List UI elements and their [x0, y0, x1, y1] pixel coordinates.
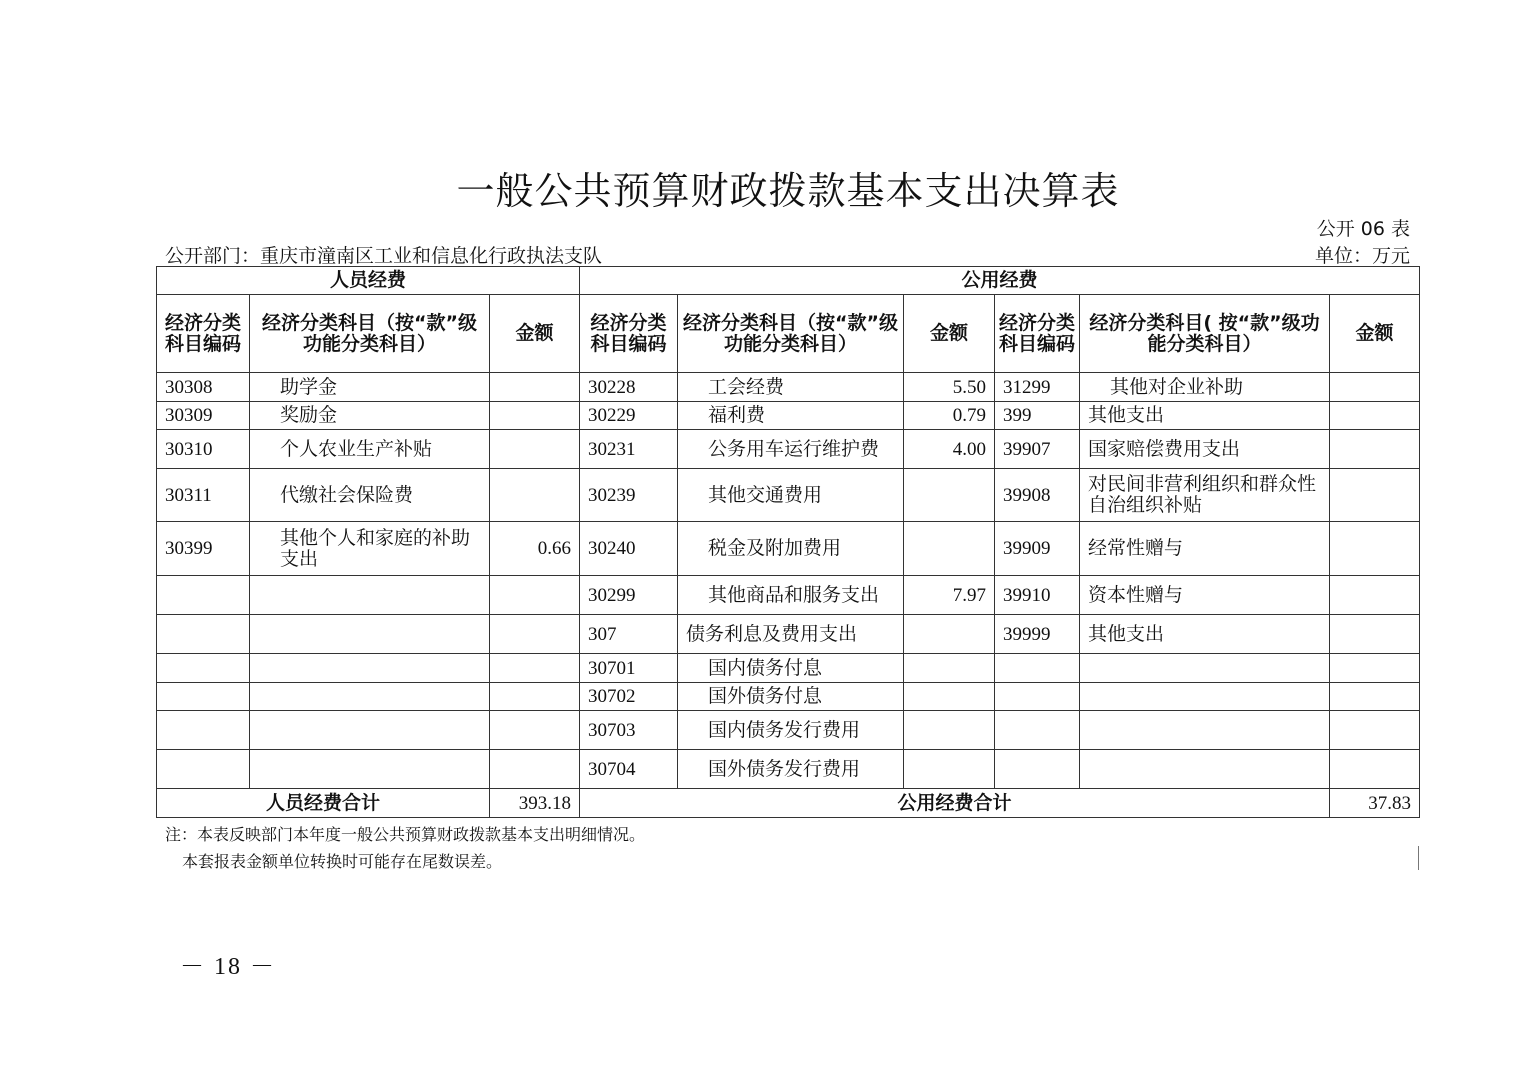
- public-code-cell: 30228: [580, 373, 678, 402]
- department-label: 公开部门：重庆市潼南区工业和信息化行政执法支队: [165, 245, 603, 267]
- public-code-cell: 39907: [995, 430, 1080, 469]
- public-amount-cell: [1330, 615, 1420, 654]
- public-amount-cell: [1330, 402, 1420, 430]
- personnel-code-cell: [157, 654, 250, 683]
- table-row: [157, 402, 1420, 430]
- public-code-cell: 39999: [995, 615, 1080, 654]
- public-code-cell: 30299: [580, 576, 678, 615]
- public-amount-cell: [904, 711, 995, 750]
- public-code-cell: 31299: [995, 373, 1080, 402]
- col-header-amount: 金额: [490, 295, 580, 373]
- public-name-cell: [1080, 750, 1330, 789]
- personnel-amount-cell: [490, 373, 580, 402]
- public-name-cell: 其他支出: [1080, 615, 1330, 654]
- personnel-name-cell: 代缴社会保险费: [250, 469, 490, 522]
- public-name-cell: 税金及附加费用: [678, 522, 904, 576]
- public-code-cell: 30703: [580, 711, 678, 750]
- col-header-amount: 金额: [1330, 295, 1420, 373]
- personnel-total-label: 人员经费合计: [157, 789, 490, 818]
- public-name-cell: 福利费: [678, 402, 904, 430]
- personnel-code-cell: 30310: [157, 430, 250, 469]
- public-amount-cell: [1330, 469, 1420, 522]
- public-name-cell: [1080, 683, 1330, 711]
- public-amount-cell: [1330, 373, 1420, 402]
- public-code-cell: [995, 654, 1080, 683]
- personnel-name-cell: [250, 576, 490, 615]
- table-row: [157, 615, 1420, 654]
- public-name-cell: 其他支出: [1080, 402, 1330, 430]
- personnel-amount-cell: 0.66: [490, 522, 580, 576]
- table-row: [157, 373, 1420, 402]
- public-name-cell: 国外债务发行费用: [678, 750, 904, 789]
- public-code-cell: 39909: [995, 522, 1080, 576]
- personnel-code-cell: 30308: [157, 373, 250, 402]
- personnel-amount-cell: [490, 683, 580, 711]
- personnel-group-header: 人员经费: [157, 267, 580, 295]
- personnel-code-cell: 30309: [157, 402, 250, 430]
- form-code: 公开 06 表: [1316, 218, 1410, 240]
- personnel-amount-cell: [490, 654, 580, 683]
- public-code-cell: 30231: [580, 430, 678, 469]
- public-code-cell: [995, 683, 1080, 711]
- personnel-code-cell: 30399: [157, 522, 250, 576]
- public-group-header: 公用经费: [580, 267, 1420, 295]
- public-amount-cell: [1330, 683, 1420, 711]
- public-total-value: 37.83: [1330, 789, 1420, 818]
- public-code-cell: 39910: [995, 576, 1080, 615]
- public-name-cell: 债务利息及费用支出: [678, 615, 904, 654]
- personnel-amount-cell: [490, 576, 580, 615]
- divider: [1418, 846, 1419, 870]
- personnel-code-cell: [157, 750, 250, 789]
- public-name-cell: 国家赔偿费用支出: [1080, 430, 1330, 469]
- personnel-name-cell: [250, 750, 490, 789]
- public-name-cell: 工会经费: [678, 373, 904, 402]
- page-title: 一般公共预算财政拨款基本支出决算表: [456, 169, 1120, 213]
- public-name-cell: 其他交通费用: [678, 469, 904, 522]
- personnel-code-cell: [157, 615, 250, 654]
- col-header-code: 经济分类科目编码: [580, 295, 678, 373]
- personnel-name-cell: [250, 683, 490, 711]
- table-row: [157, 522, 1420, 576]
- table-row: [157, 469, 1420, 522]
- col-header-amount: 金额: [904, 295, 995, 373]
- public-code-cell: 30229: [580, 402, 678, 430]
- public-name-cell: [1080, 654, 1330, 683]
- public-amount-cell: 5.50: [904, 373, 995, 402]
- public-name-cell: 公务用车运行维护费: [678, 430, 904, 469]
- public-name-cell: [1080, 711, 1330, 750]
- public-amount-cell: [904, 654, 995, 683]
- public-amount-cell: [904, 469, 995, 522]
- public-amount-cell: 7.97: [904, 576, 995, 615]
- personnel-name-cell: [250, 615, 490, 654]
- public-name-cell: 国内债务付息: [678, 654, 904, 683]
- personnel-amount-cell: [490, 469, 580, 522]
- note-line: 本套报表金额单位转换时可能存在尾数误差。: [182, 852, 503, 871]
- public-name-cell: 资本性赠与: [1080, 576, 1330, 615]
- table-row: [157, 711, 1420, 750]
- note-line: 注：本表反映部门本年度一般公共预算财政拨款基本支出明细情况。: [165, 825, 646, 844]
- table-row: [157, 683, 1420, 711]
- public-name-cell: 对民间非营利组织和群众性自治组织补贴: [1080, 469, 1330, 522]
- public-amount-cell: [904, 750, 995, 789]
- personnel-amount-cell: [490, 402, 580, 430]
- personnel-name-cell: [250, 654, 490, 683]
- public-code-cell: 30240: [580, 522, 678, 576]
- personnel-name-cell: 助学金: [250, 373, 490, 402]
- personnel-code-cell: [157, 576, 250, 615]
- personnel-code-cell: [157, 683, 250, 711]
- public-amount-cell: [1330, 576, 1420, 615]
- public-name-cell: 国外债务付息: [678, 683, 904, 711]
- expenditure-table: [156, 266, 1420, 818]
- public-amount-cell: [1330, 711, 1420, 750]
- col-header-name: 经济分类科目（按“款”级功能分类科目）: [250, 295, 490, 373]
- page-number: － 18 －: [180, 954, 276, 980]
- personnel-name-cell: [250, 711, 490, 750]
- public-amount-cell: [904, 522, 995, 576]
- public-name-cell: 经常性赠与: [1080, 522, 1330, 576]
- public-code-cell: 399: [995, 402, 1080, 430]
- col-header-code: 经济分类科目编码: [157, 295, 250, 373]
- public-amount-cell: [1330, 750, 1420, 789]
- personnel-amount-cell: [490, 750, 580, 789]
- col-header-code: 经济分类科目编码: [995, 295, 1080, 373]
- public-amount-cell: [1330, 430, 1420, 469]
- col-header-name: 经济分类科目（按“款”级功能分类科目）: [678, 295, 904, 373]
- personnel-amount-cell: [490, 711, 580, 750]
- personnel-name-cell: 个人农业生产补贴: [250, 430, 490, 469]
- public-code-cell: [995, 711, 1080, 750]
- table-row: [157, 750, 1420, 789]
- table-row: [157, 654, 1420, 683]
- public-code-cell: 30701: [580, 654, 678, 683]
- public-code-cell: 30239: [580, 469, 678, 522]
- public-code-cell: 39908: [995, 469, 1080, 522]
- col-header-name: 经济分类科目( 按“款”级功能分类科目）: [1080, 295, 1330, 373]
- public-name-cell: 其他商品和服务支出: [678, 576, 904, 615]
- unit-label: 单位：万元: [1314, 245, 1410, 267]
- public-code-cell: 30704: [580, 750, 678, 789]
- table-row: [157, 430, 1420, 469]
- public-name-cell: 国内债务发行费用: [678, 711, 904, 750]
- public-amount-cell: [904, 683, 995, 711]
- totals-row: [157, 789, 1420, 818]
- personnel-amount-cell: [490, 615, 580, 654]
- table-row: [157, 576, 1420, 615]
- personnel-code-cell: [157, 711, 250, 750]
- public-amount-cell: [904, 615, 995, 654]
- public-code-cell: [995, 750, 1080, 789]
- public-amount-cell: 4.00: [904, 430, 995, 469]
- public-amount-cell: [1330, 522, 1420, 576]
- personnel-amount-cell: [490, 430, 580, 469]
- personnel-name-cell: 奖励金: [250, 402, 490, 430]
- personnel-total-value: 393.18: [490, 789, 580, 818]
- personnel-name-cell: 其他个人和家庭的补助支出: [250, 522, 490, 576]
- public-amount-cell: 0.79: [904, 402, 995, 430]
- public-code-cell: 30702: [580, 683, 678, 711]
- public-name-cell: 其他对企业补助: [1080, 373, 1330, 402]
- public-total-label: 公用经费合计: [580, 789, 1330, 818]
- public-code-cell: 307: [580, 615, 678, 654]
- public-amount-cell: [1330, 654, 1420, 683]
- personnel-code-cell: 30311: [157, 469, 250, 522]
